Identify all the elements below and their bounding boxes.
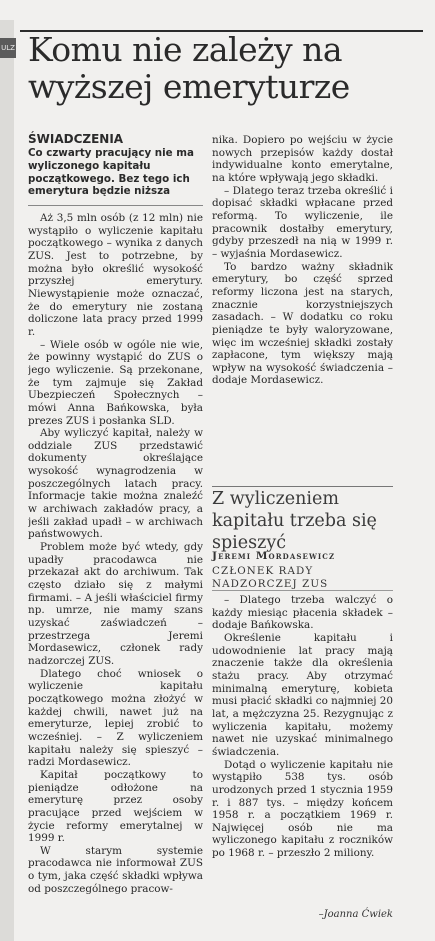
headline: Komu nie zależy na wyższej emeryturze: [28, 30, 350, 106]
section-tab: ULZ: [0, 38, 16, 58]
paragraph: Aby wyliczyć kapitał, należy w oddziale ZUS przedstawić dokumenty określające wysokość wynagrodzenia w poszczególnych latach pracy. Informacje takie można znaleźć w archiwach zakładów pracy, a jeśli zakład upadł – w archiwach państwowych.: [28, 427, 203, 541]
paragraph: – Dlatego trzeba walczyć o każdy miesiąc płacenia składek – dodaje Bańkowska.: [212, 594, 393, 632]
column-left: [28, 212, 203, 927]
lead-rule: [28, 205, 203, 206]
paragraph: nika. Dopiero po wejściu w życie nowych przepisów każdy dostał indywidualne konto emerytalne, na które wpływają jego składki.: [212, 134, 393, 184]
quote-rule-top: [212, 486, 393, 487]
quote-author-name: Jeremi Mordasewicz: [212, 550, 336, 562]
paragraph: Problem może być wtedy, gdy upadły pracodawca nie przekazał akt do archiwum. Tak często działo się z małymi firmami. – A jeśli właściciel firmy np. umrze, nie mamy szans uzyskać zaświadczeń – przestrzega Jeremi Mordasewicz, członek rady nadzorczej ZUS.: [28, 541, 203, 667]
paragraph: – Dlatego teraz trzeba określić i dopisać składki wpłacane przed reformą. To wyliczenie, ile pracownik dostałby emerytury, gdyby przeszedł na nią w 1999 r. – wyjaśnia Mordasewicz.: [212, 184, 393, 260]
paragraph: Dlatego choć wniosek o wyliczenie kapitału początkowego można złożyć w każdej chwili, nawet już na emeryturze, lepiej zrobić to wcześniej. – Z wyliczeniem kapitału należy się spieszyć – radzi Mordasewicz.: [28, 667, 203, 769]
lead-paragraph: Co czwarty pracujący nie ma wyliczonego kapitału początkowego. Bez tego ich emerytura będzie niższa: [28, 147, 194, 198]
section-label: ŚWIADCZENIA: [28, 132, 124, 146]
paragraph: Określenie kapitału i udowodnienie lat pracy mają znaczenie także dla określenia stażu pracy. Aby otrzymać minimalną emeryturę, kobieta musi płacić składki co najmniej 20 lat, a mężczyzna 25. Rezygnując z wyliczenia kapitału, możemy nawet nie uzyskać minimalnego świadczenia.: [212, 631, 393, 758]
column-right-bottom: [212, 594, 393, 902]
paragraph: Aż 3,5 mln osób (z 12 mln) nie wystąpiło o wyliczenie kapitału początkowego – wynika z danych ZUS. Jest to potrzebne, by można było określić wysokość przyszłej emerytury. Niewystąpienie może oznaczać, że do emerytury nie zostaną doliczone lata pracy przed 1999 r.: [28, 212, 203, 338]
paragraph: Kapitał początkowy to pieniądze odłożone na emeryturę przez osoby pracujące przed wejściem w życie reformy emerytalnej w 1999 r.: [28, 768, 203, 845]
clipping-edge: [0, 20, 14, 941]
quote-author-role: CZŁONEK RADY NADZORCZEJ ZUS: [212, 565, 329, 590]
column-right-top: [212, 134, 393, 474]
author-byline: –Joanna Ćwiek: [318, 909, 393, 920]
pull-quote: Z wyliczeniem kapitału trzeba się spieszyć: [212, 489, 377, 553]
paragraph: Dotąd o wyliczenie kapitału nie wystąpiło 538 tys. osób urodzonych przed 1 stycznia 1959 r. i 887 tys. – między końcem 1958 r. a początkiem 1969 r. Najwięcej osób nie ma wyliczonego kapitału z roczników po 1968 r. – przeszło 2 miliony.: [212, 758, 393, 860]
paragraph: To bardzo ważny składnik emerytury, bo część sprzed reformy liczona jest na starych, znacznie korzystniejszych zasadach. – W dodatku co roku pieniądze te były waloryzowane, więc im wcześniej składki zostały zapłacone, tym większy mają wpływ na wysokość świadczenia – dodaje Mordasewicz.: [212, 260, 393, 387]
paragraph: – Wiele osób w ogóle nie wie, że powinny wystąpić do ZUS o jego wyliczenie. Są przekonane, że tym zajmuje się Zakład Ubezpieczeń Społecznych – mówi Anna Bańkowska, była prezes ZUS i posłanka SLD.: [28, 338, 203, 427]
quote-rule-bottom: [212, 590, 393, 591]
paragraph: W starym systemie pracodawca nie informował ZUS o tym, jaka część składki wpływa od poszczególnego pracow-: [28, 844, 203, 895]
